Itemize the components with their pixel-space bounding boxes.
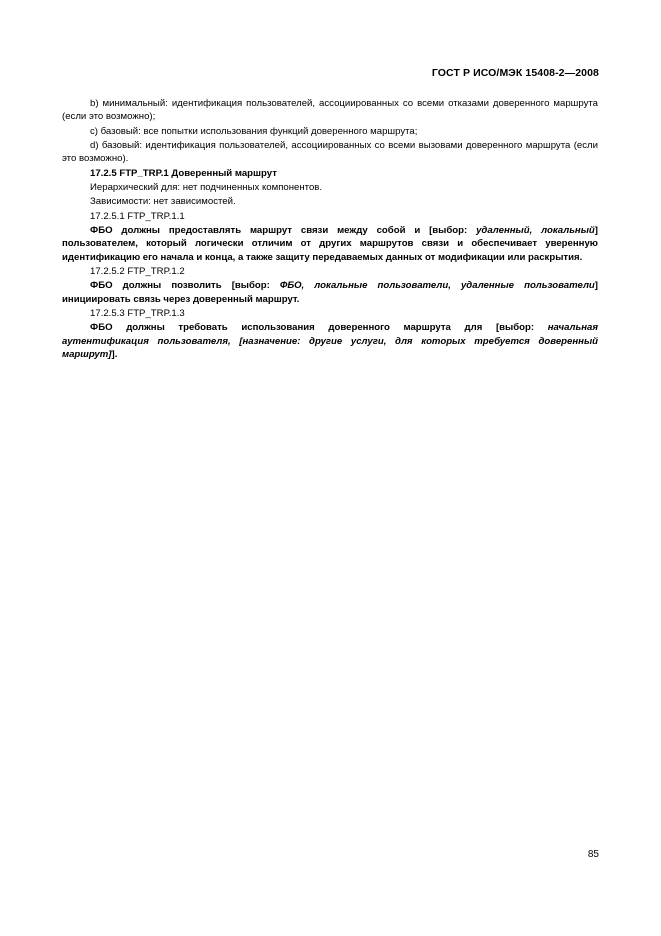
element-3-selection: начальная аутентификация пользователя, [назначение: другие услуги, для которых требуется доверенный маршрут]	[62, 322, 598, 360]
element-1-text-a: ФБО должны предоставлять маршрут связи между собой и [выбор:	[90, 225, 477, 237]
section-title: 17.2.5 FTP_TRP.1 Доверенный маршрут	[90, 167, 277, 179]
element-1-selection: удаленный, локальный	[476, 225, 595, 237]
list-item-d: d) базовый: идентификация пользователей, ассоциированных со всеми вызовами доверенного маршрута (если это возможно).	[62, 139, 598, 165]
dependencies-text: Зависимости: нет зависимостей.	[90, 196, 236, 208]
element-3-id: 17.2.5.3 FTP_TRP.1.3	[90, 307, 185, 319]
element-1-id: 17.2.5.1 FTP_TRP.1.1	[90, 210, 185, 222]
element-1-text-c: ] пользователем, который логически отличим от других маршрутов связи и обеспечивает уверенную идентификацию его начала и конца, а также защиту передаваемых данных от модификации или раскрытия.	[62, 225, 598, 263]
page-number: 85	[587, 849, 599, 860]
document-body	[62, 97, 598, 362]
element-3-text	[62, 321, 598, 361]
element-2-text-a: ФБО должны позволить [выбор:	[90, 280, 280, 292]
list-item-b: b) минимальный: идентификация пользователей, ассоциированных со всеми отказами доверенного маршрута (если это возможно);	[62, 98, 598, 123]
element-2-text	[62, 279, 598, 305]
element-2-selection: ФБО, локальные пользователи, удаленные пользователи	[279, 280, 595, 292]
element-3-text-c: ].	[111, 348, 118, 360]
list-item-c: c) базовый: все попытки использования функций доверенного маршрута;	[90, 125, 418, 137]
hierarchy-text: Иерархический для: нет подчиненных компонентов.	[90, 181, 323, 193]
document-header: ГОСТ Р ИСО/МЭК 15408-2—2008	[431, 67, 599, 79]
element-2-id: 17.2.5.2 FTP_TRP.1.2	[90, 265, 185, 277]
element-3-text-a: ФБО должны требовать использования доверенного маршрута для [выбор:	[90, 322, 548, 334]
element-1-text	[62, 224, 598, 264]
element-2-text-c: ] инициировать связь через доверенный маршрут.	[62, 280, 598, 305]
